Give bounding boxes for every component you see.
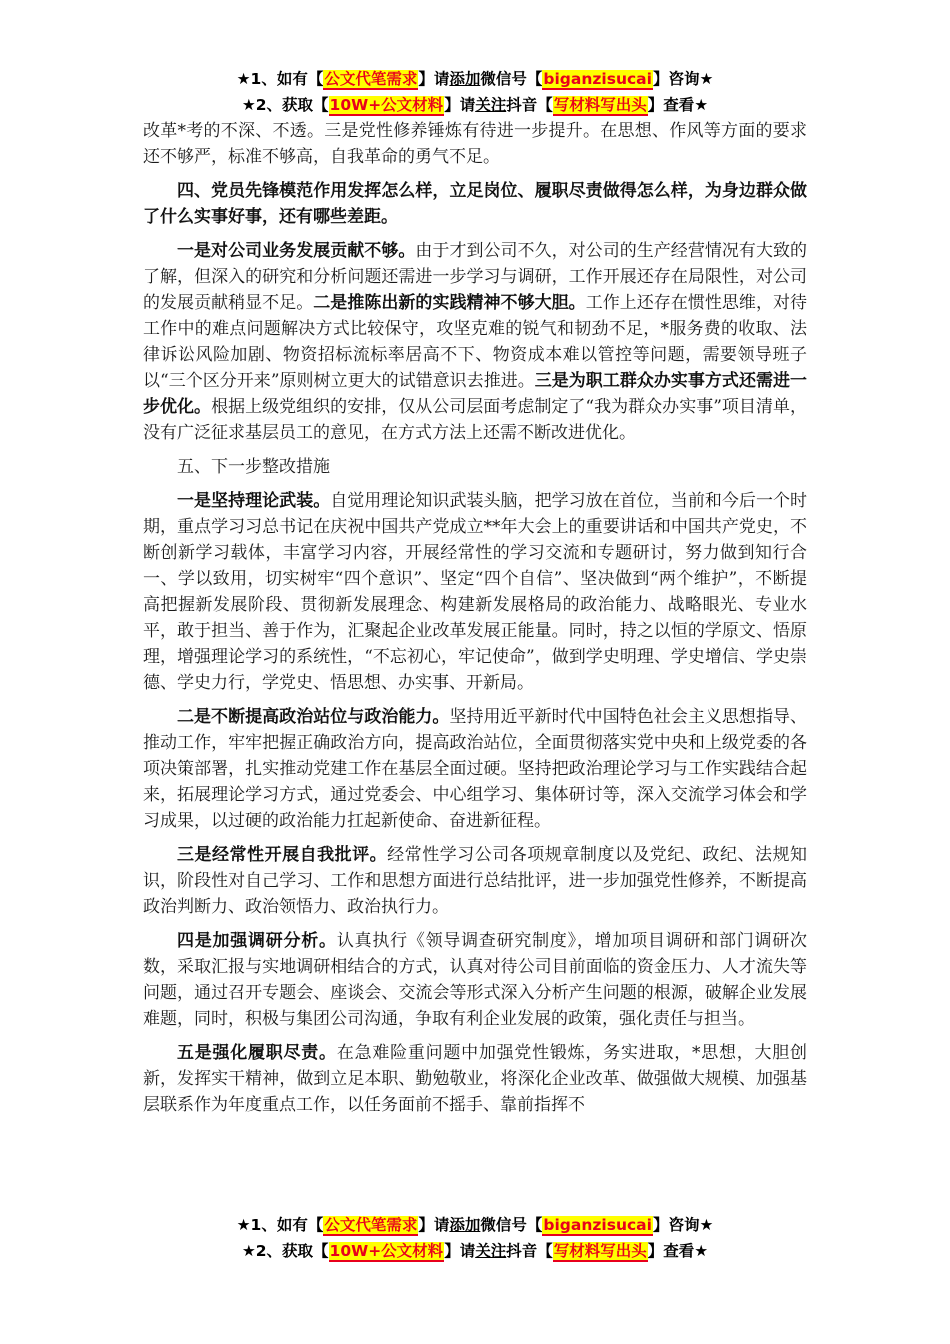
promo-line-2: ★2、获取【10W+公文材料】请关注抖音【写材料写出头】查看★: [241, 1242, 709, 1260]
promo-line-1: ★1、如有【公文代笔需求】请添加微信号【biganzisucai】咨询★: [236, 70, 714, 88]
highlight-wechat-id: biganzisucai: [543, 70, 652, 88]
paragraph-gaps: 一是对公司业务发展贡献不够。由于才到公司不久，对公司的生产经营情况有大致的了解，但深入的研究和分析问题还需进一步学习与调研，工作开展还存在局限性，对公司的发展贡献稍显不足。二是推陈出新的实践精神不够大胆。工作上还存在惯性思维，对待工作中的难点问题解决方式比较保守，攻坚克难的锐气和韧劲不足，*服务费的收取、法律诉讼风险加剧、物资招标流标率居高不下、物资成本难以管控等问题，需要领导班子以“三个区分开来”原则树立更大的试错意识去推进。三是为职工群众办实事方式还需进一步优化。根据上级党组织的安排，仅从公司层面考虑制定了“我为群众办实事”项目清单，没有广泛征求基层员工的意见，在方式方法上还需不断改进优化。: [143, 241, 808, 443]
promo-line-1: ★1、如有【公文代笔需求】请添加微信号【biganzisucai】咨询★: [236, 1216, 714, 1234]
paragraph-continued: 改革*考的不深、不透。三是党性修养锤炼有待进一步提升。在思想、作风等方面的要求还不够严，标准不够高，自我革命的勇气不足。: [143, 121, 807, 167]
paragraph-measure-5: 五是强化履职尽责。在急难险重问题中加强党性锻炼，务实进取，*思想，大胆创新，发挥实干精神，做到立足本职、勤勉敬业，将深化企业改革、做强做大规模、加强基层联系作为年度重点工作，以任务面前不摇手、靠前指挥不: [143, 1043, 808, 1115]
highlight-materials: 10W+公文材料: [329, 1242, 444, 1260]
highlight-service: 公文代笔需求: [324, 1216, 418, 1234]
promo-banner-bottom: [0, 1212, 950, 1264]
paragraph-measure-3: 三是经常性开展自我批评。经常性学习公司各项规章制度以及党纪、政纪、法规知识，阶段性对自己学习、工作和思想方面进行总结批评，进一步加强党性修养，不断提高政治判断力、政治领悟力、政治执行力。: [143, 845, 807, 917]
paragraph-measure-2: 二是不断提高政治站位与政治能力。坚持用近平新时代中国特色社会主义思想指导、推动工作，牢牢把握正确政治方向，提高政治站位，全面贯彻落实党中央和上级党委的各项决策部署，扎实推动党建工作在基层全面过硬。坚持把政治理论学习与工作实践结合起来，拓展理论学习方式，通过党委会、中心组学习、集体研讨等，深入交流学习体会和学习成果，以过硬的政治能力扛起新使命、奋进新征程。: [143, 707, 808, 831]
promo-banner-top: [0, 66, 950, 118]
paragraph-measure-1: 一是坚持理论武装。自觉用理论知识武装头脑，把学习放在首位，当前和今后一个时期，重点学习习总书记在庆祝中国共产党成立**年大会上的重要讲话和中国共产党史，不断创新学习载体，丰富学习内容，开展经常性的学习交流和专题研讨，努力做到知行合一、学以致用，切实树牢“四个意识”、坚定“四个自信”、坚决做到“两个维护”，不断提高把握新发展阶段、贯彻新发展理念、构建新发展格局的政治能力、战略眼光、专业水平，敢于担当、善于作为，汇聚起企业改革发展正能量。同时，持之以恒的学原文、悟原理，增强理论学习的系统性，“不忘初心，牢记使命”，做到学史明理、学史增信、学史崇德、学史力行，学党史、悟思想、办实事、开新局。: [143, 491, 807, 693]
promo-line-2: ★2、获取【10W+公文材料】请关注抖音【写材料写出头】查看★: [241, 96, 709, 114]
highlight-service: 公文代笔需求: [324, 70, 418, 88]
highlight-douyin-id: 写材料写出头: [553, 96, 647, 114]
highlight-douyin-id: 写材料写出头: [553, 1242, 647, 1260]
paragraph-measure-4: 四是加强调研分析。认真执行《领导调查研究制度》，增加项目调研和部门调研次数，采取汇报与实地调研相结合的方式，认真对待公司目前面临的资金压力、人才流失等问题，通过召开专题会、座谈会、交流会等形式深入分析产生问题的根源，破解企业发展难题，同时，积极与集团公司沟通，争取有利企业发展的政策，强化责任与担当。: [143, 931, 808, 1029]
highlight-materials: 10W+公文材料: [329, 96, 444, 114]
section-heading-4: 四、党员先锋模范作用发挥怎么样，立足岗位、履职尽责做得怎么样，为身边群众做了什么实事好事，还有哪些差距。: [143, 181, 807, 227]
document-body: [143, 118, 807, 1126]
highlight-wechat-id: biganzisucai: [543, 1216, 652, 1234]
section-heading-5: 五、下一步整改措施: [177, 457, 330, 477]
